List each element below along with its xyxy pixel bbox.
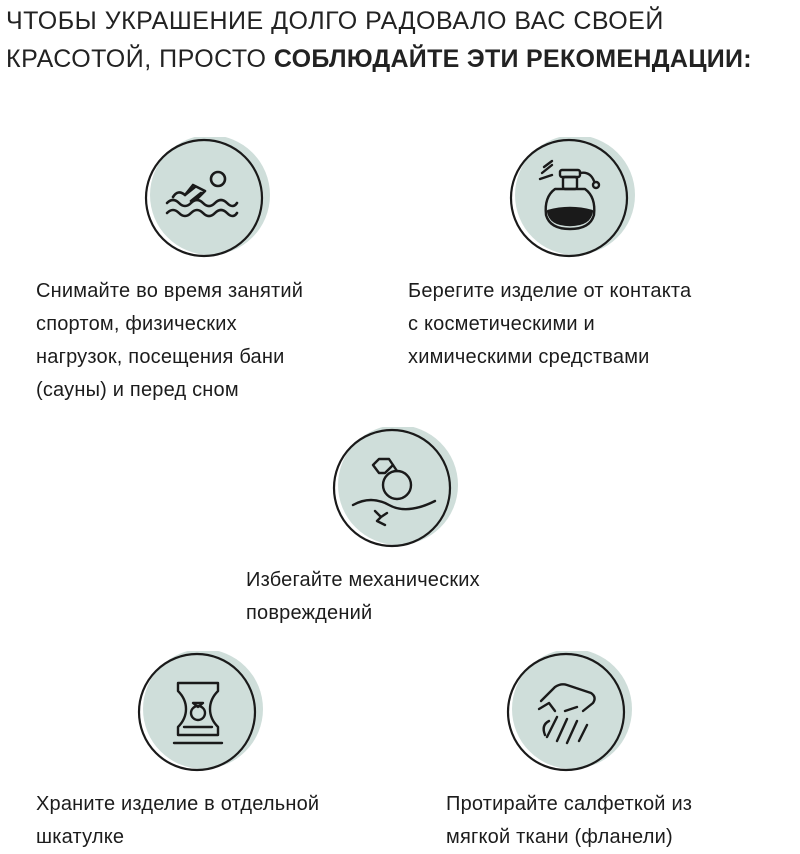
page-heading [6,2,796,78]
tip-5-line: Протирайте салфеткой из [446,793,693,815]
tip-2-line: химическими средствами [408,346,650,368]
tip-text-5 [446,788,692,854]
tip-2-line: Берегите изделие от контакта [408,280,692,302]
tip-5-line: мягкой ткани (фланели) [446,826,673,848]
tip-3-line: Избегайте механических [246,569,480,591]
jewelry-box-icon [136,651,266,775]
broken-ring-icon [331,427,461,551]
swimmer-icon [143,137,273,261]
tip-1-line: спортом, физических [36,313,237,335]
tip-text-2 [408,275,691,374]
tip-1-line: (сауны) и перед сном [36,379,239,401]
heading-line-1: ЧТОБЫ УКРАШЕНИЕ ДОЛГО РАДОВАЛО ВАС СВОЕЙ [6,7,664,35]
tip-1-line: Снимайте во время занятий [36,280,304,302]
tip-4-line: Храните изделие в отдельной [36,793,320,815]
perfume-bottle-icon [508,137,638,261]
wiping-cloth-icon [505,651,635,775]
tip-4-line: шкатулке [36,826,125,848]
tip-text-1 [36,275,303,407]
heading-line-2-bold: СОБЛЮДАЙТЕ ЭТИ РЕКОМЕНДАЦИИ: [273,45,752,73]
tip-3-line: повреждений [246,602,373,624]
tip-text-3 [246,564,480,630]
tip-text-4 [36,788,319,854]
tip-1-line: нагрузок, посещения бани [36,346,285,368]
heading-line-2 [6,40,796,78]
tip-2-line: с косметическими и [408,313,595,335]
heading-line-2-regular: КРАСОТОЙ, ПРОСТО [6,45,274,73]
